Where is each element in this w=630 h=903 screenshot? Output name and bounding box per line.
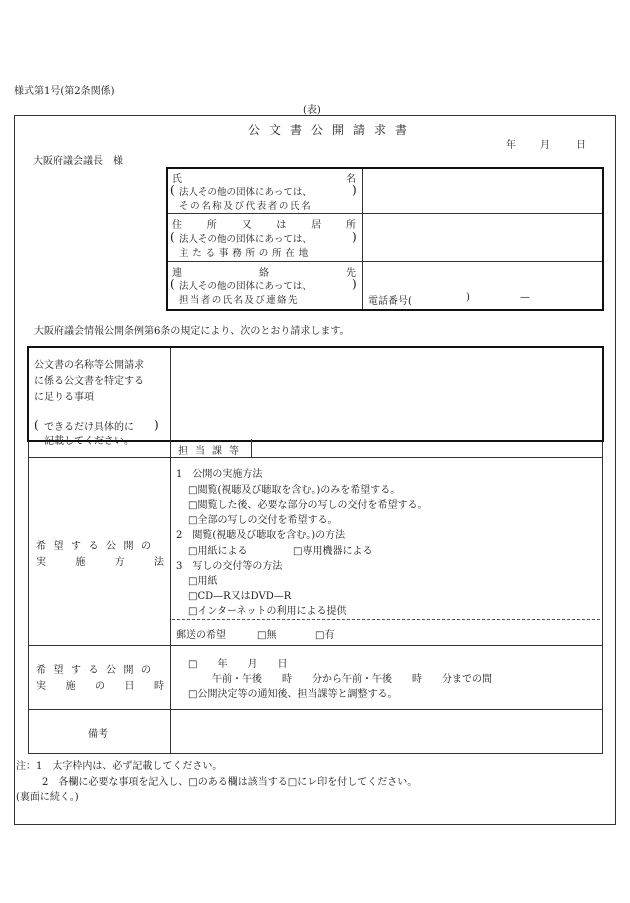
mail-label: 郵送の希望 <box>176 630 226 641</box>
option-paper-view[interactable]: □用紙による <box>188 546 248 557</box>
request-statement: 大阪府議会情報公開条例第6条の規定により、次のとおり請求します。 <box>34 326 350 337</box>
name-note-2: その名称及び代表者の氏名 <box>179 201 313 212</box>
phone-dash: — <box>520 292 530 303</box>
datetime-label-1: 希望する公開の <box>36 665 159 676</box>
method-heading-2: 2 閲覧(視聴及び聴取を含む。)の方法 <box>176 530 346 541</box>
name-note-1: 法人その他の団体にあっては、 <box>179 187 312 198</box>
option-view-then-copy[interactable]: □閲覧した後、必要な部分の写しの交付を希望する。 <box>188 500 428 511</box>
date-year: 年 <box>506 140 516 151</box>
date-day: 日 <box>576 140 586 151</box>
document-label-3: に足りる事項 <box>34 392 94 403</box>
mail-option-yes[interactable]: □有 <box>315 630 335 641</box>
note-2: 2 各欄に必要な事項を記入し、□のある欄は該当する□にレ印を付してください。 <box>42 777 418 788</box>
option-internet[interactable]: □インターネットの利用による提供 <box>188 606 347 617</box>
dept-field[interactable] <box>256 440 594 456</box>
phone-field[interactable] <box>416 288 462 304</box>
date-month: 月 <box>540 140 550 151</box>
dept-label: 担当課等 <box>178 446 246 457</box>
document-note-2: 記載してください。 <box>44 436 134 447</box>
document-label-2: に係る公文書を特定する <box>34 376 144 387</box>
datetime-date-line[interactable]: □ 年 月 日 <box>188 659 288 670</box>
form-number: 様式第1号(第2条関係) <box>14 86 115 97</box>
address-note-1: 法人その他の団体にあっては、 <box>179 234 312 245</box>
form-title: 公文書公開請求書 <box>248 123 417 137</box>
datetime-time-line: 午前・午後 時 分から午前・午後 時 分までの間 <box>212 674 492 685</box>
option-cd-dvd[interactable]: □CD—R又はDVD—R <box>188 591 292 602</box>
address-field[interactable] <box>368 220 596 256</box>
address-note-2: 主たる事務所の所在地 <box>179 248 313 259</box>
contact-label: 連 絡 先 <box>172 268 356 279</box>
method-label-2: 実 施 方 法 <box>36 557 164 568</box>
method-label-1: 希望する公開の <box>36 541 159 552</box>
remarks-field[interactable] <box>176 714 594 748</box>
option-paper-copy[interactable]: □用紙 <box>188 576 218 587</box>
document-label-1: 公文書の名称等公開請求 <box>34 360 144 371</box>
name-field[interactable] <box>368 178 596 208</box>
document-description-field[interactable] <box>176 352 594 432</box>
phone-close: ) <box>466 292 470 303</box>
datetime-label-2: 実 施 の 日 時 <box>36 681 164 692</box>
option-device-view[interactable]: □専用機器による <box>293 546 373 557</box>
document-note-1: できるだけ具体的に <box>44 422 134 433</box>
remarks-label: 備考 <box>88 729 108 740</box>
mail-option-no[interactable]: □無 <box>257 630 277 641</box>
name-label: 氏 名 <box>172 174 356 185</box>
phone-label: 電話番号( <box>368 296 412 307</box>
option-view-only[interactable]: □閲覧(視聴及び聴取を含む。)のみを希望する。 <box>188 485 401 496</box>
method-heading-3: 3 写しの交付等の方法 <box>176 561 283 572</box>
note-1: 注：1 太字枠内は、必ず記載してください。 <box>16 761 223 772</box>
addressee: 大阪府議会議長 様 <box>33 156 123 167</box>
option-full-copy[interactable]: □全部の写しの交付を希望する。 <box>188 515 338 526</box>
side-label: (表) <box>303 105 321 116</box>
note-3: (裏面に続く。) <box>16 792 79 803</box>
address-label: 住 所 又 は 居 所 <box>172 220 356 231</box>
contact-note-2: 担当者の氏名及び連絡先 <box>179 295 299 306</box>
datetime-adjust-option[interactable]: □公開決定等の通知後、担当課等と調整する。 <box>188 689 398 700</box>
method-heading-1: 1 公開の実施方法 <box>176 469 263 480</box>
contact-note-1: 法人その他の団体にあっては、 <box>179 281 312 292</box>
